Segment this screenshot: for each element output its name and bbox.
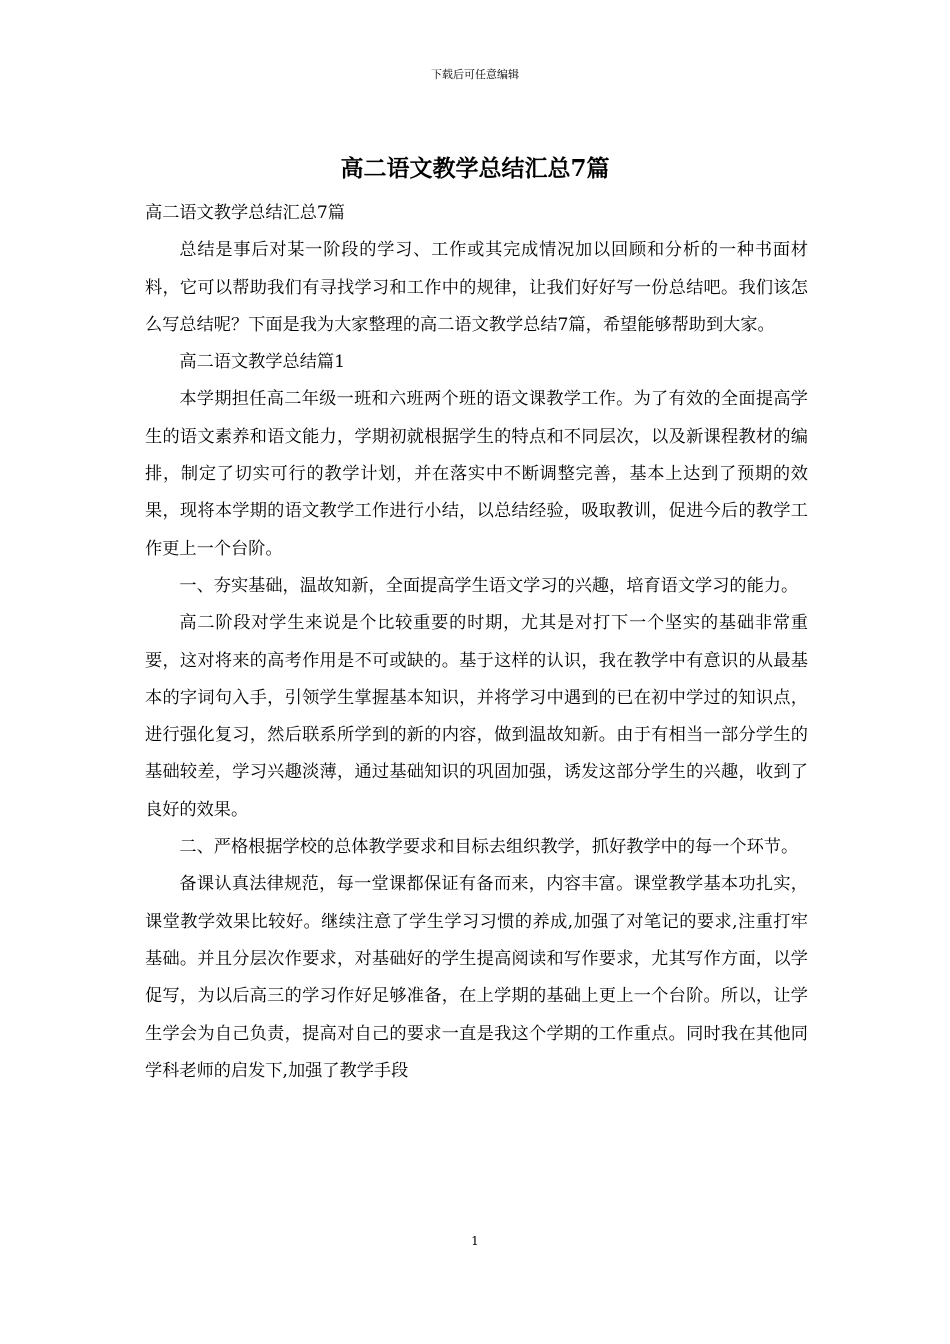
section-heading-1: 高二语文教学总结篇1: [179, 352, 346, 373]
body-paragraph: 本学期担任高二年级一班和六班两个班的语文课教学工作。为了有效的全面提高学生的语文素养和语文能力，学期初就根据学生的特点和不同层次，以及新课程教材的编排，制定了切实可行的教学计划，并在落实中不断调整完善，基本上达到了预期的效果，现将本学期的语文教学工作进行小结，以总结经验，吸取教训，促进今后的教学工作更上一个台阶。: [145, 389, 808, 559]
intro-paragraph: 总结是事后对某一阶段的学习、工作或其完成情况加以回顾和分析的一种书面材料，它可以帮助我们有寻找学习和工作中的规律，让我们好好写一份总结吧。我们该怎么写总结呢？下面是我为大家整理的高二语文教学总结7篇，希望能够帮助到大家。: [145, 240, 808, 335]
document-title: 高二语文教学总结汇总7篇: [340, 155, 610, 182]
body-paragraph: 高二阶段对学生来说是个比较重要的时期，尤其是对打下一个坚实的基础非常重要，这对将来的高考作用是不可或缺的。基于这样的认识，我在教学中有意识的从最基本的字词句入手，引领学生掌握基本知识，并将学习中遇到的已在初中学过的知识点，进行强化复习，然后联系所学到的新的内容，做到温故知新。由于有相当一部分学生的基础较差，学习兴趣淡薄，通过基础知识的巩固加强，诱发这部分学生的兴趣，收到了良好的效果。: [145, 613, 808, 820]
point-heading-1: 一、夯实基础，温故知新，全面提高学生语文学习的兴趣，培育语文学习的能力。: [179, 575, 799, 596]
body-paragraph: 备课认真法律规范，每一堂课都保证有备而来，内容丰富。课堂教学基本功扎实，课堂教学效果比较好。继续注意了学生学习习惯的养成,加强了对笔记的要求,注重打牢基础。并且分层次作要求，对基础好的学生提高阅读和写作要求，尤其写作方面，以学促写，为以后高三的学习作好足够准备，在上学期的基础上更上一个台阶。所以，让学生学会为自己负责，提高对自己的要求一直是我这个学期的工作重点。同时我在其他同学科老师的启发下,加强了教学手段: [145, 874, 808, 1081]
page-header-note: 下载后可任意编辑: [431, 68, 519, 81]
page-number: 1: [471, 1234, 479, 1248]
document-body: [145, 195, 808, 1090]
document-subtitle: 高二语文教学总结汇总7篇: [145, 203, 345, 223]
point-heading-2: 二、严格根据学校的总体教学要求和目标去组织教学，抓好教学中的每一个环节。: [179, 837, 799, 858]
